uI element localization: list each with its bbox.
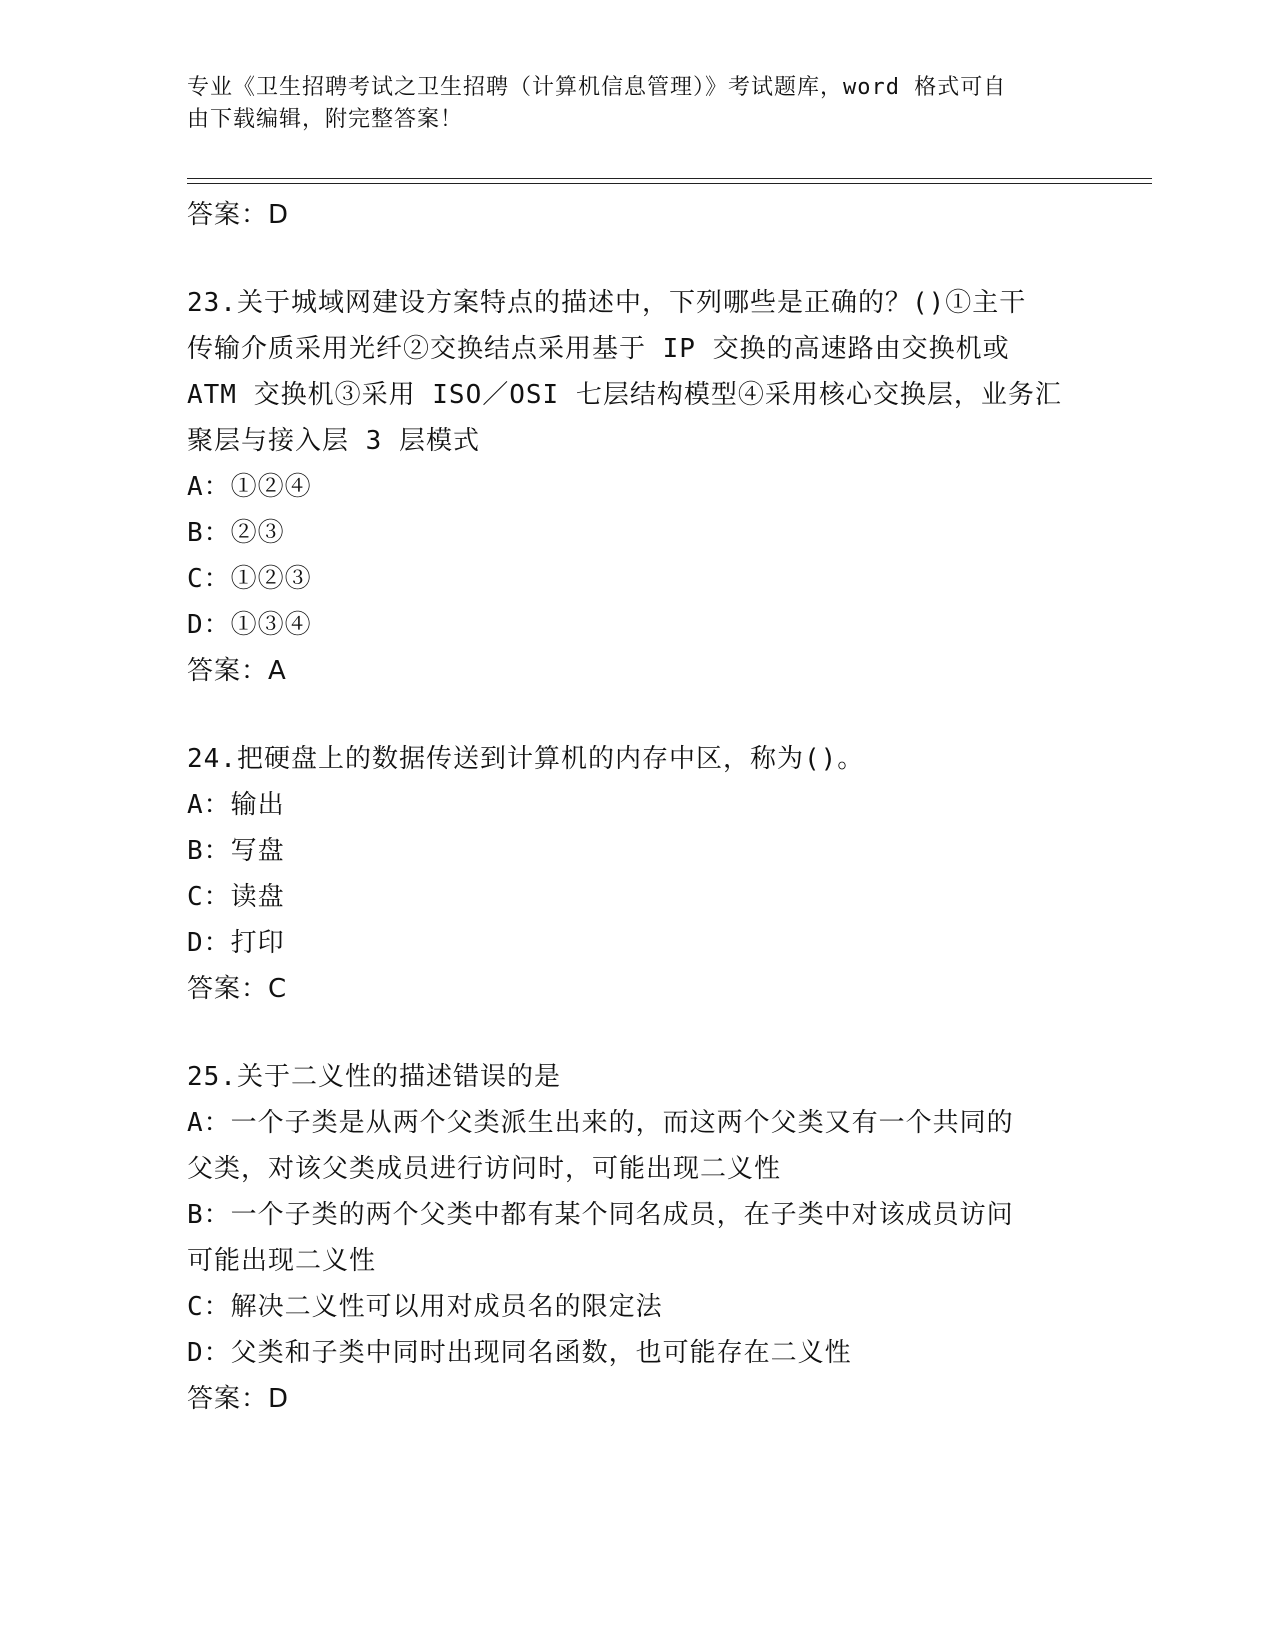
- question-block: [187, 1054, 1087, 1422]
- answer-line: 答案：D: [187, 200, 290, 230]
- header-divider: [187, 183, 1152, 184]
- question-text: 传输介质采用光纤②交换结点采用基于 IP 交换的高速路由交换机或: [187, 334, 1010, 364]
- header-line: 专业《卫生招聘考试之卫生招聘（计算机信息管理）》考试题库，word 格式可自: [187, 75, 1007, 100]
- option-a: A：输出: [187, 790, 285, 820]
- option-b: B：②③: [187, 518, 285, 548]
- option-d: D：打印: [187, 928, 285, 958]
- option-c: C：解决二义性可以用对成员名的限定法: [187, 1292, 663, 1322]
- option-b-continued: 可能出现二义性: [187, 1246, 377, 1276]
- answer-line: 答案：C: [187, 974, 288, 1004]
- option-c: C：读盘: [187, 882, 285, 912]
- spacer: [187, 238, 1087, 280]
- spacer: [187, 694, 1087, 736]
- question-text: ATM 交换机③采用 ISO／OSI 七层结构模型④采用核心交换层，业务汇: [187, 380, 1062, 410]
- answer-line: 答案：A: [187, 656, 287, 686]
- question-text: 24.把硬盘上的数据传送到计算机的内存中区，称为()。: [187, 744, 865, 774]
- option-a: A：一个子类是从两个父类派生出来的，而这两个父类又有一个共同的: [187, 1108, 1014, 1138]
- header-divider: [187, 178, 1152, 179]
- question-text: 25.关于二义性的描述错误的是: [187, 1062, 561, 1092]
- answer-line: 答案：D: [187, 1384, 290, 1414]
- question-list: [187, 192, 1087, 1422]
- option-d: D：父类和子类中同时出现同名函数，也可能存在二义性: [187, 1338, 852, 1368]
- question-text: 聚层与接入层 3 层模式: [187, 426, 480, 456]
- question-block: [187, 280, 1087, 694]
- option-c: C：①②③: [187, 564, 312, 594]
- option-d: D：①③④: [187, 610, 312, 640]
- document-header: [187, 72, 1067, 136]
- question-text: 23.关于城域网建设方案特点的描述中，下列哪些是正确的？()①主干: [187, 288, 1027, 318]
- header-line: 由下载编辑，附完整答案！: [187, 107, 464, 132]
- option-b: B：写盘: [187, 836, 285, 866]
- option-a: A：①②④: [187, 472, 312, 502]
- question-block: [187, 736, 1087, 1012]
- spacer: [187, 1012, 1087, 1054]
- option-b: B：一个子类的两个父类中都有某个同名成员，在子类中对该成员访问: [187, 1200, 1014, 1230]
- option-a-continued: 父类，对该父类成员进行访问时，可能出现二义性: [187, 1154, 782, 1184]
